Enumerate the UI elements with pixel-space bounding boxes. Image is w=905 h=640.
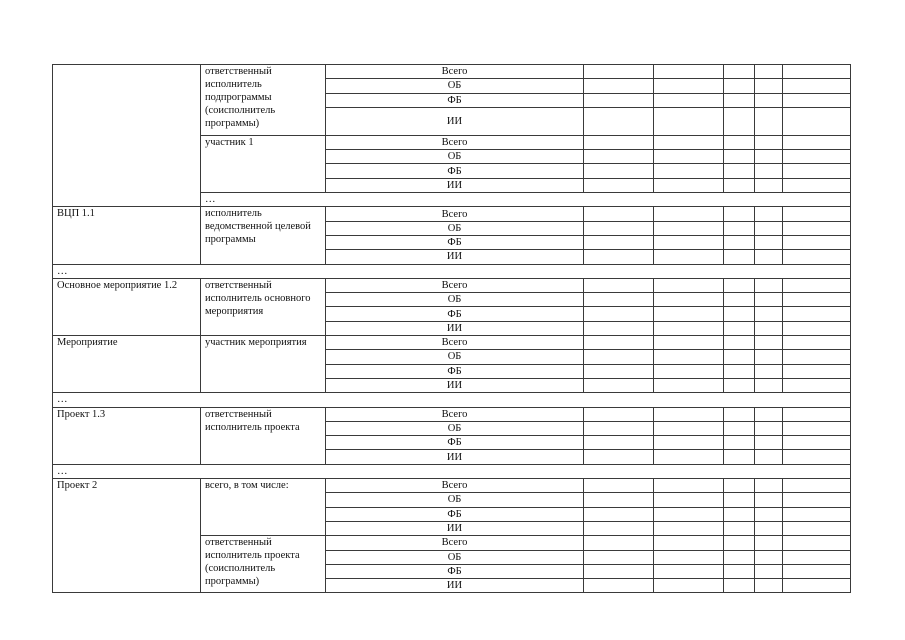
ellipsis-row [53,393,851,407]
funding-source: Всего [326,65,584,79]
value-cell [755,207,783,221]
responsible-cell: ответственный исполнитель основного мероприятия [201,278,326,335]
value-cell [724,221,755,235]
value-cell [584,350,654,364]
value-cell [724,79,755,93]
row-name: Проект 2 [53,479,201,593]
value-cell [724,207,755,221]
funding-source: ОБ [326,421,584,435]
value-cell [724,350,755,364]
value-cell [654,293,724,307]
value-cell [755,336,783,350]
value-cell [724,421,755,435]
value-cell [654,564,724,578]
value-cell [654,421,724,435]
funding-source: Всего [326,135,584,149]
responsible-cell: исполнитель ведомственной целевой программы [201,207,326,264]
value-cell [654,235,724,249]
funding-source: Всего [326,207,584,221]
value-cell [584,307,654,321]
value-cell [654,221,724,235]
value-cell [584,65,654,79]
value-cell [783,221,851,235]
value-cell [724,150,755,164]
value-cell [724,579,755,593]
value-cell [654,278,724,292]
value-cell [783,79,851,93]
value-cell [783,278,851,292]
value-cell [724,493,755,507]
funding-source: ФБ [326,307,584,321]
value-cell [654,493,724,507]
ellipsis-cell: … [201,193,851,207]
value-cell [724,364,755,378]
value-cell [755,564,783,578]
value-cell [584,479,654,493]
value-cell [724,164,755,178]
value-cell [783,550,851,564]
table-body [53,65,851,593]
value-cell [584,207,654,221]
value-cell [654,107,724,135]
value-cell [724,93,755,107]
value-cell [755,493,783,507]
value-cell [724,65,755,79]
funding-source: ОБ [326,493,584,507]
value-cell [584,221,654,235]
value-cell [654,207,724,221]
value-cell [783,321,851,335]
value-cell [584,536,654,550]
funding-source: ИИ [326,107,584,135]
value-cell [654,536,724,550]
value-cell [584,79,654,93]
value-cell [584,278,654,292]
value-cell [724,278,755,292]
value-cell [755,150,783,164]
value-cell [584,93,654,107]
value-cell [755,350,783,364]
value-cell [584,178,654,192]
value-cell [783,336,851,350]
value-cell [724,378,755,392]
value-cell [584,378,654,392]
ellipsis-row [53,264,851,278]
value-cell [783,521,851,535]
value-cell [724,564,755,578]
value-cell [755,293,783,307]
value-cell [584,550,654,564]
value-cell [755,421,783,435]
value-cell [724,235,755,249]
value-cell [724,135,755,149]
value-cell [724,107,755,135]
value-cell [654,65,724,79]
value-cell [654,507,724,521]
funding-source: ОБ [326,221,584,235]
value-cell [783,250,851,264]
value-cell [724,550,755,564]
row-name: Мероприятие [53,336,201,393]
value-cell [654,250,724,264]
value-cell [584,421,654,435]
budget-table [52,64,851,593]
value-cell [654,350,724,364]
value-cell [724,436,755,450]
funding-source: ИИ [326,579,584,593]
value-cell [724,450,755,464]
funding-source: ФБ [326,364,584,378]
value-cell [584,564,654,578]
value-cell [584,450,654,464]
value-cell [584,521,654,535]
funding-source: ОБ [326,79,584,93]
ellipsis-cell: … [53,264,851,278]
value-cell [783,507,851,521]
value-cell [783,150,851,164]
funding-source: ФБ [326,436,584,450]
value-cell [755,93,783,107]
value-cell [783,364,851,378]
value-cell [783,350,851,364]
row-name: ВЦП 1.1 [53,207,201,264]
value-cell [654,407,724,421]
funding-source: Всего [326,336,584,350]
value-cell [724,321,755,335]
value-cell [724,307,755,321]
value-cell [783,93,851,107]
value-cell [755,221,783,235]
value-cell [755,250,783,264]
value-cell [654,521,724,535]
ellipsis-cell: … [53,464,851,478]
value-cell [755,135,783,149]
value-cell [724,178,755,192]
funding-source: ИИ [326,521,584,535]
value-cell [584,436,654,450]
funding-source: ИИ [326,178,584,192]
value-cell [755,107,783,135]
value-cell [755,321,783,335]
responsible-cell: участник 1 [201,135,326,192]
value-cell [755,178,783,192]
value-cell [584,164,654,178]
funding-source: Всего [326,479,584,493]
value-cell [584,507,654,521]
value-cell [654,178,724,192]
table-row [53,336,851,350]
value-cell [783,307,851,321]
value-cell [755,507,783,521]
value-cell [724,407,755,421]
value-cell [654,479,724,493]
funding-source: ИИ [326,378,584,392]
responsible-cell: всего, в том числе: [201,479,326,536]
value-cell [783,479,851,493]
value-cell [755,407,783,421]
value-cell [654,150,724,164]
table-row [53,65,851,79]
value-cell [654,321,724,335]
row-name: Проект 1.3 [53,407,201,464]
value-cell [755,235,783,249]
value-cell [584,250,654,264]
value-cell [654,135,724,149]
value-cell [724,507,755,521]
funding-source: ОБ [326,350,584,364]
funding-source: Всего [326,536,584,550]
funding-source: ФБ [326,164,584,178]
value-cell [755,450,783,464]
value-cell [654,450,724,464]
funding-source: ФБ [326,564,584,578]
value-cell [755,164,783,178]
value-cell [755,436,783,450]
value-cell [584,107,654,135]
value-cell [755,521,783,535]
value-cell [783,107,851,135]
value-cell [755,378,783,392]
value-cell [654,436,724,450]
value-cell [755,364,783,378]
value-cell [724,479,755,493]
value-cell [755,278,783,292]
value-cell [584,235,654,249]
value-cell [724,293,755,307]
funding-source: ФБ [326,235,584,249]
funding-source: ОБ [326,293,584,307]
value-cell [654,93,724,107]
value-cell [584,579,654,593]
value-cell [584,493,654,507]
value-cell [783,407,851,421]
value-cell [783,421,851,435]
value-cell [783,378,851,392]
value-cell [654,307,724,321]
budget-document [52,64,850,593]
value-cell [783,293,851,307]
funding-source: Всего [326,278,584,292]
value-cell [755,550,783,564]
funding-source: ФБ [326,93,584,107]
table-row [53,207,851,221]
value-cell [783,178,851,192]
value-cell [783,493,851,507]
table-row [53,278,851,292]
funding-source: ИИ [326,321,584,335]
row-name [53,65,201,207]
value-cell [755,65,783,79]
responsible-cell: ответственный исполнитель проекта [201,407,326,464]
responsible-cell: участник мероприятия [201,336,326,393]
value-cell [755,536,783,550]
value-cell [755,79,783,93]
value-cell [584,336,654,350]
value-cell [783,436,851,450]
value-cell [584,150,654,164]
table-row [53,407,851,421]
value-cell [654,364,724,378]
value-cell [783,564,851,578]
value-cell [584,135,654,149]
value-cell [783,579,851,593]
value-cell [654,550,724,564]
value-cell [783,164,851,178]
value-cell [755,479,783,493]
value-cell [783,536,851,550]
value-cell [584,364,654,378]
value-cell [724,536,755,550]
value-cell [654,164,724,178]
funding-source: ОБ [326,550,584,564]
funding-source: ОБ [326,150,584,164]
value-cell [783,65,851,79]
ellipsis-cell: … [53,393,851,407]
value-cell [755,579,783,593]
funding-source: ИИ [326,450,584,464]
row-name: Основное мероприятие 1.2 [53,278,201,335]
value-cell [584,321,654,335]
value-cell [783,207,851,221]
value-cell [724,521,755,535]
value-cell [654,336,724,350]
value-cell [584,293,654,307]
responsible-cell: ответственный исполнитель проекта (соисполнитель программы) [201,536,326,593]
value-cell [724,336,755,350]
responsible-cell: ответственный исполнитель подпрограммы (соисполнитель программы) [201,65,326,136]
value-cell [724,250,755,264]
funding-source: Всего [326,407,584,421]
value-cell [654,579,724,593]
funding-source: ФБ [326,507,584,521]
value-cell [783,450,851,464]
value-cell [783,235,851,249]
value-cell [654,378,724,392]
table-row [53,479,851,493]
value-cell [755,307,783,321]
value-cell [584,407,654,421]
ellipsis-row [53,464,851,478]
value-cell [783,135,851,149]
value-cell [654,79,724,93]
funding-source: ИИ [326,250,584,264]
